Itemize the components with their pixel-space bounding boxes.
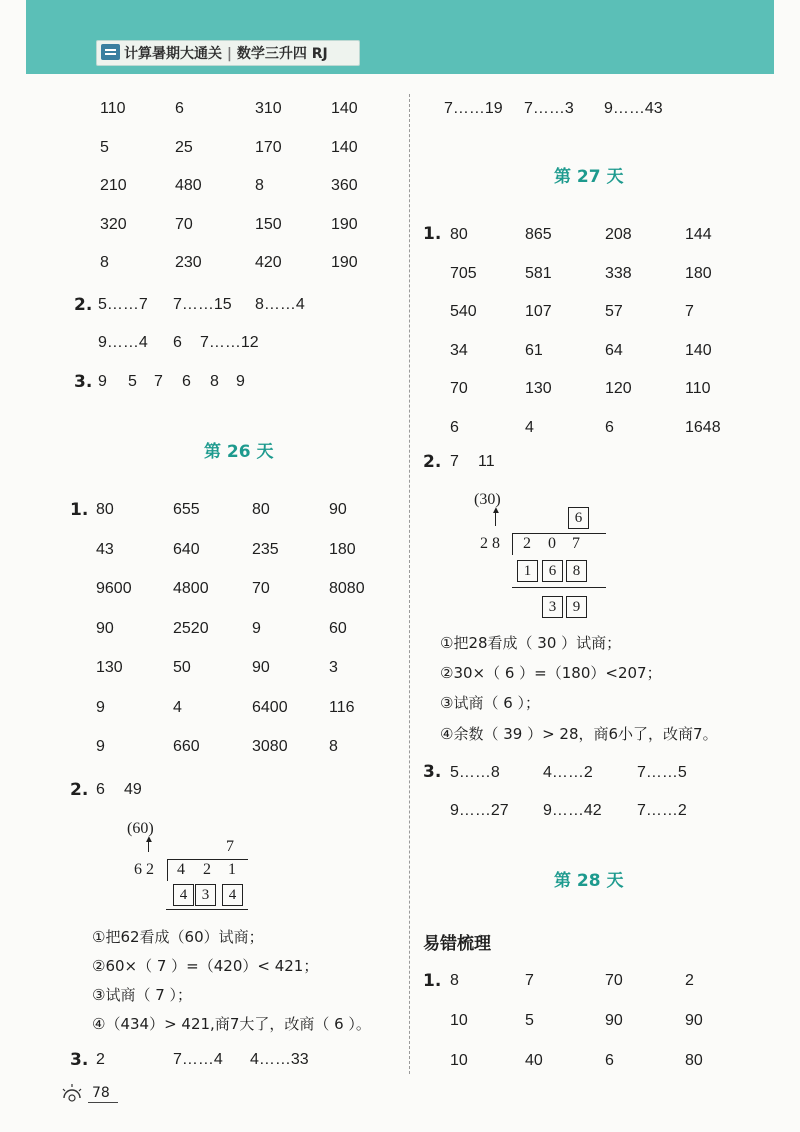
grid-cell: 190 [331,254,358,271]
grid-cell: 90 [252,659,270,676]
divisor: 6 2 [134,861,154,878]
grid-cell: 107 [525,303,552,320]
grid-cell: 25 [175,138,193,156]
grid-cell: 130 [525,380,552,397]
grid-cell: 70 [175,215,193,233]
grid-cell: 9 [96,698,105,716]
sun-icon [60,1082,84,1102]
product-box: 8 [566,560,587,582]
grid-cell: 34 [450,341,468,359]
grid-cell: 70 [252,580,270,597]
grid-cell: 540 [450,303,477,320]
header-bar [26,0,774,74]
grid-cell: 1648 [685,418,721,436]
answer: 7……2 [637,802,687,819]
grid-cell: 230 [175,254,202,271]
column-divider [409,94,410,1074]
header-title: 计算暑期大通关 | 数学三升四 RJ [124,46,328,62]
grid-cell: 3080 [252,738,288,755]
grid-cell: 208 [605,226,632,243]
grid-cell: 6 [605,1052,614,1069]
grid-cell: 43 [96,540,114,558]
day-27-heading: 第 27 天 [554,167,624,187]
d27-q1-label: 1. [423,224,442,244]
subtraction-line [512,587,606,588]
grid-cell: 8 [329,738,338,755]
grid-cell: 660 [173,738,200,755]
division-bracket [167,859,168,881]
grid-cell: 705 [450,264,477,282]
answer: 7……5 [637,764,687,781]
grid-cell: 865 [525,226,552,243]
grid-cell: 64 [605,341,623,359]
grid-cell: 5 [525,1012,534,1029]
q3-label: 3. [74,372,93,392]
dividend-digit: 4 [177,861,185,878]
note: ④余数（ 39 ）> 28，商6小了，改商7。 [440,725,718,743]
answer: 7 [154,373,163,390]
dividend-digit: 2 [203,861,211,878]
divisor: 2 8 [480,535,500,552]
grid-cell: 80 [252,501,270,518]
grid-cell: 6 [450,418,459,436]
grid-cell: 50 [173,659,191,676]
q2-label: 2. [74,295,93,315]
grid-cell: 61 [525,341,543,359]
note: ②60×（ 7 ）=（420）< 421； [92,957,319,975]
answer: 4……33 [250,1051,309,1068]
grid-cell: 2 [685,972,694,989]
grid-cell: 140 [331,100,358,117]
grid-cell: 310 [255,100,282,117]
answer: 5……8 [450,764,500,781]
book-icon [101,44,120,60]
grid-cell: 150 [255,215,282,233]
answer: 6 [182,373,191,390]
q3b-label: 3. [70,1050,89,1070]
grid-cell: 140 [331,138,358,156]
grid-cell: 10 [450,1052,468,1069]
answer: 7……19 [444,100,503,117]
product-box: 4 [222,884,243,906]
day-26-heading: 第 26 天 [204,442,274,462]
grid-cell: 9 [252,619,261,637]
grid-cell: 80 [96,501,114,518]
grid-cell: 80 [450,226,468,243]
grid-cell: 180 [685,264,712,282]
grid-cell: 6 [605,418,614,436]
grid-cell: 90 [605,1012,623,1029]
grid-cell: 6400 [252,698,288,716]
answer: 6 [96,781,105,798]
answer: 7……3 [524,100,574,117]
estimate: (60) [127,820,154,837]
grid-cell: 480 [175,177,202,194]
header-title-box [96,40,360,66]
grid-cell: 210 [100,177,127,194]
answer: 9……4 [98,334,148,351]
grid-cell: 581 [525,264,552,282]
d28-q1-label: 1. [423,971,442,991]
product-box: 6 [542,560,563,582]
grid-cell: 5 [100,138,109,156]
answer: 49 [124,781,142,798]
division-bar [168,859,248,860]
arrow-head: ▲ [491,505,501,516]
grid-cell: 338 [605,264,632,282]
grid-cell: 130 [96,659,123,676]
grid-cell: 8080 [329,580,365,597]
quotient-box: 6 [568,507,589,529]
answer: 4……2 [543,764,593,781]
remainder-box: 9 [566,596,587,618]
grid-cell: 60 [329,619,347,637]
answer: 7 [450,453,459,470]
grid-cell: 7 [525,972,534,989]
grid-cell: 70 [605,972,623,989]
grid-cell: 8 [450,972,459,989]
section-heading: 易错梳理 [423,934,491,954]
d27-q3-label: 3. [423,762,442,782]
grid-cell: 655 [173,501,200,518]
grid-cell: 90 [685,1012,703,1029]
grid-cell: 70 [450,380,468,397]
dividend-digit: 2 [523,535,531,552]
note: ③试商（ 7 ）； [92,986,193,1004]
grid-cell: 190 [331,215,358,233]
grid-cell: 57 [605,303,623,320]
quotient: 7 [226,838,234,855]
answer: 9……43 [604,100,663,117]
note: ④（434）> 421,商7大了，改商（ 6 ）。 [92,1015,371,1033]
answer: 6 [173,334,182,351]
product-box: 1 [517,560,538,582]
grid-cell: 80 [685,1052,703,1069]
answer: 7……15 [173,296,232,313]
grid-cell: 3 [329,659,338,676]
dividend-digit: 7 [572,535,580,552]
note: ①把62看成（60）试商； [92,928,264,946]
grid-cell: 120 [605,380,632,397]
answer: 2 [96,1051,105,1068]
note: ③试商（ 6 ）； [440,694,541,712]
d26-q1-label: 1. [70,500,89,520]
answer: 9……42 [543,802,602,819]
remainder-box: 3 [542,596,563,618]
arrow-head: ▲ [144,834,154,845]
grid-cell: 110 [100,100,126,117]
grid-cell: 10 [450,1012,468,1029]
day-28-heading: 第 28 天 [554,871,624,891]
page-underline [88,1102,118,1103]
d26-q2-label: 2. [70,780,89,800]
answer: 9……27 [450,802,509,819]
product-box: 4 [173,884,194,906]
grid-cell: 2520 [173,619,209,637]
grid-cell: 8 [100,254,109,271]
estimate: (30) [474,491,501,508]
answer: 8 [210,373,219,390]
grid-cell: 90 [329,501,347,518]
grid-cell: 9600 [96,580,132,597]
grid-cell: 7 [685,303,694,320]
answer: 8……4 [255,296,305,313]
grid-cell: 4 [173,698,182,716]
division-bracket [512,533,513,555]
answer: 7……4 [173,1051,223,1068]
answer: 9 [98,373,107,390]
answer: 9 [236,373,245,390]
dividend-digit: 1 [228,861,236,878]
grid-cell: 110 [685,380,711,397]
note: ②30×（ 6 ）=（180）<207； [440,664,662,682]
grid-cell: 4 [525,418,534,436]
answer: 5……7 [98,296,148,313]
answer: 5 [128,373,137,390]
grid-cell: 180 [329,540,356,558]
grid-cell: 6 [175,100,184,117]
dividend-digit: 0 [548,535,556,552]
grid-cell: 640 [173,540,200,558]
grid-cell: 170 [255,138,282,156]
grid-cell: 116 [329,698,355,716]
grid-cell: 4800 [173,580,209,597]
page-number: 78 [92,1085,110,1101]
grid-cell: 40 [525,1052,543,1069]
answer: 11 [478,453,495,470]
grid-cell: 144 [685,226,712,243]
d27-q2-label: 2. [423,452,442,472]
grid-cell: 8 [255,177,264,194]
grid-cell: 235 [252,540,279,558]
grid-cell: 9 [96,738,105,755]
division-bar [513,533,606,534]
note: ①把28看成（ 30 ）试商； [440,634,622,652]
product-box: 3 [195,884,216,906]
grid-cell: 90 [96,619,114,637]
grid-cell: 360 [331,177,358,194]
grid-cell: 420 [255,254,282,271]
grid-cell: 320 [100,215,127,233]
grid-cell: 140 [685,341,712,359]
answer: 7……12 [200,334,259,351]
subtraction-line [166,909,248,910]
